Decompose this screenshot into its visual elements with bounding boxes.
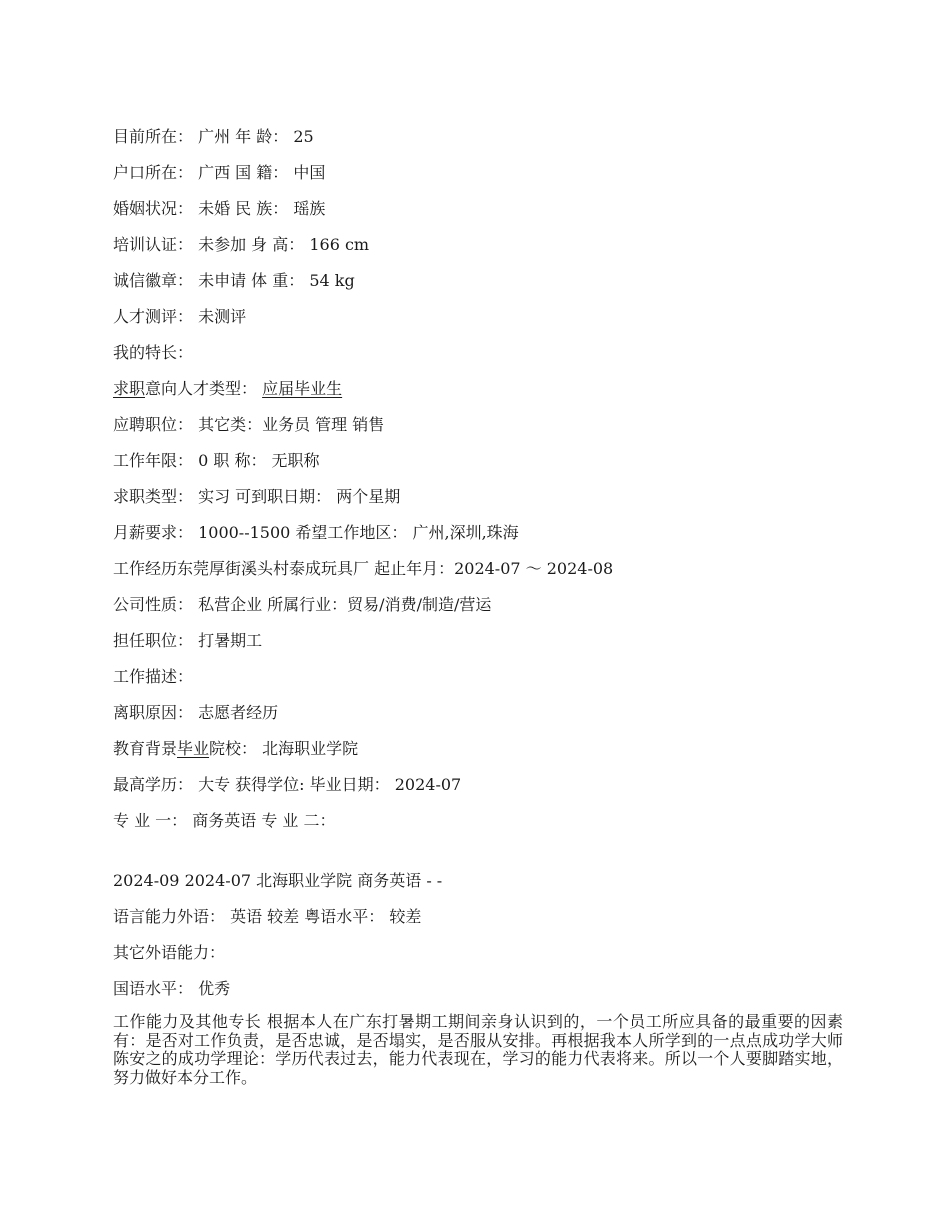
- school-text: 院校： 北海职业学院: [209, 739, 359, 758]
- company-nature-industry: 公司性质： 私营企业 所属行业：贸易/消费/制造/营运: [113, 595, 492, 614]
- education-school: [113, 737, 843, 761]
- position-held: 担任职位： 打暑期工: [113, 631, 263, 650]
- education-record: 2024-09 2024-07 北海职业学院 商务英语 - -: [113, 871, 443, 890]
- badge-weight: 诚信徽章： 未申请 体 重： 54 kg: [113, 271, 355, 290]
- training-height: 培训认证： 未参加 身 高： 166 cm: [113, 235, 370, 254]
- job-seeking-link[interactable]: 求职: [113, 379, 146, 398]
- language-ability: 语言能力外语： 英语 较差 粤语水平： 较差: [113, 907, 422, 926]
- mandarin-level: 国语水平： 优秀: [113, 979, 231, 998]
- marital-ethnicity: 婚姻状况： 未婚 民 族： 瑶族: [113, 199, 326, 218]
- salary-location: 月薪要求： 1000--1500 希望工作地区： 广州,深圳,珠海: [113, 523, 519, 542]
- abilities-summary: 工作能力及其他专长 根据本人在广东打暑期工期间亲身认识到的，一个员工所应具备的最重要的因素有：是否对工作负责，是否忠诚，是否塌实，是否服从安排。再根据我本人所学到的一点点成功学大师陈安之的成功学理论：学历代表过去，能力代表现在，学习的能力代表将来。所以一个人要脚踏实地，努力做好本分工作。: [113, 1012, 843, 1087]
- leaving-reason: 离职原因： 志愿者经历: [113, 703, 279, 722]
- majors: 专 业 一： 商务英语 专 业 二：: [113, 811, 336, 830]
- other-languages: 其它外语能力：: [113, 943, 226, 962]
- applied-position: 应聘职位： 其它类：业务员 管理 销售: [113, 415, 385, 434]
- job-intention-type: [113, 377, 843, 401]
- highest-degree: 最高学历： 大专 获得学位: 毕业日期： 2024-07: [113, 775, 462, 794]
- talent-assessment: 人才测评： 未测评: [113, 307, 247, 326]
- fresh-graduate-link[interactable]: 应届毕业生: [262, 379, 343, 398]
- job-description: 工作描述：: [113, 667, 194, 686]
- job-type-availability: 求职类型： 实习 可到职日期： 两个星期: [113, 487, 401, 506]
- work-years-title: 工作年限： 0 职 称： 无职称: [113, 451, 320, 470]
- education-label: 教育背景: [113, 739, 178, 758]
- job-intention-label: 意向人才类型：: [145, 379, 263, 398]
- current-location-age: 目前所在： 广州 年 龄： 25: [113, 127, 314, 146]
- hukou-nationality: 户口所在： 广西 国 籍： 中国: [113, 163, 326, 182]
- my-specialty: 我的特长：: [113, 343, 194, 362]
- resume-document: [113, 125, 843, 1087]
- work-experience: 工作经历东莞厚街溪头村泰成玩具厂 起止年月：2024-07 ～ 2024-08: [113, 559, 614, 578]
- graduate-link[interactable]: 毕业: [177, 739, 210, 758]
